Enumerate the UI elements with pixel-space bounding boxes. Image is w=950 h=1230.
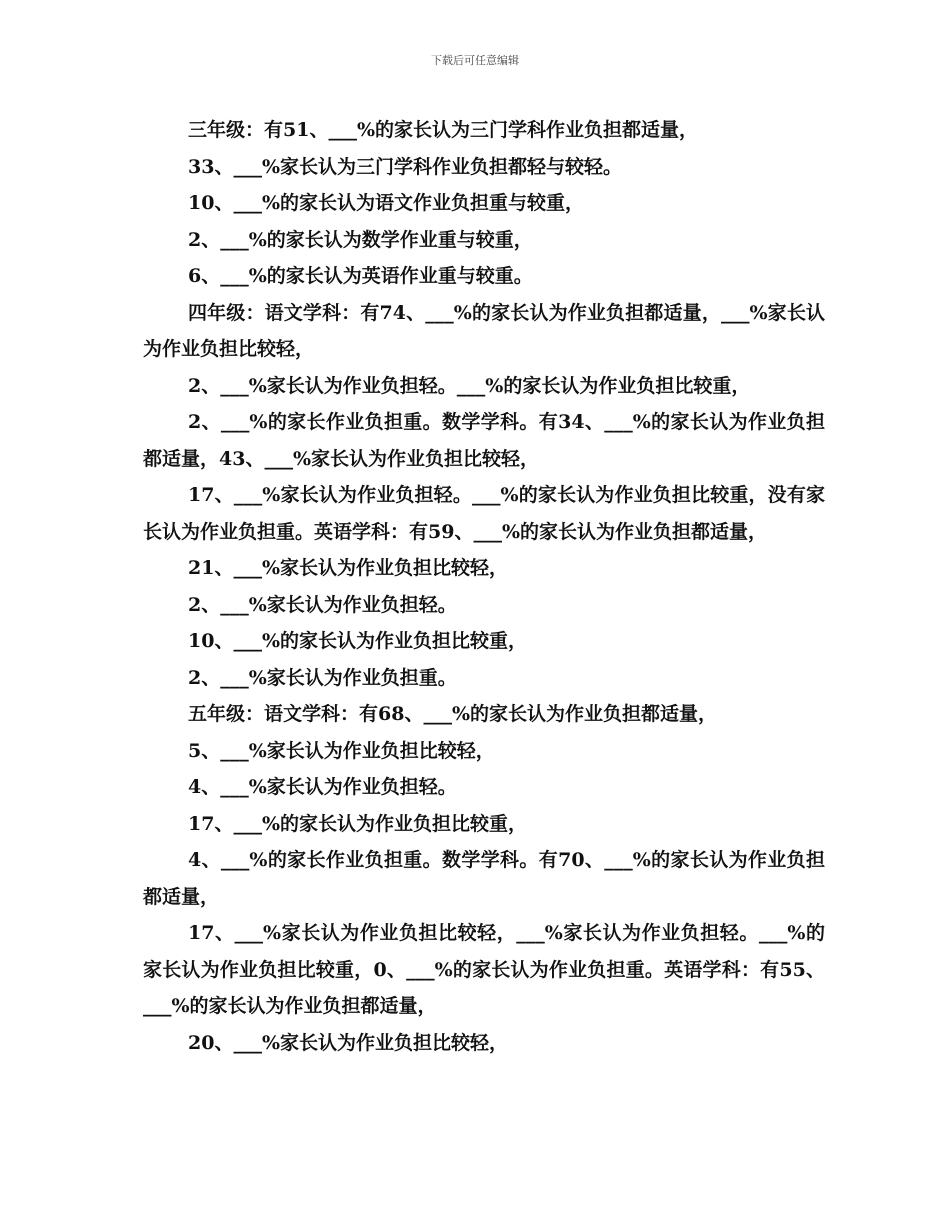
paragraph: 四年级：语文学科：有74、___%的家长认为作业负担都适量，___%家长认为作业负担比较轻，: [143, 301, 825, 360]
document-body: [143, 112, 825, 1061]
paragraph: 五年级：语文学科：有68、___%的家长认为作业负担都适量，: [188, 703, 717, 725]
paragraph: 三年级：有51、___%的家长认为三门学科作业负担都适量，: [188, 119, 698, 141]
paragraph: 17、___%的家长认为作业负担比较重，: [188, 812, 527, 835]
paragraph: 4、___%家长认为作业负担轻。: [188, 776, 457, 798]
paragraph: 2、___%的家长认为数学作业重与较重，: [188, 228, 533, 251]
paragraph: 6、___%的家长认为英语作业重与较重。: [188, 265, 533, 287]
paragraph: 2、___%家长认为作业负担重。: [188, 666, 457, 689]
paragraph: 10、___%的家长认为语文作业负担重与较重，: [188, 192, 584, 214]
paragraph: 2、___%家长认为作业负担轻。: [188, 593, 457, 616]
paragraph: 2、___%家长认为作业负担轻。___%的家长认为作业负担比较重，: [188, 374, 751, 397]
paragraph: 2、___%的家长作业负担重。数学学科。有34、___%的家长认为作业负担都适量，43、___%家长认为作业负担比较轻，: [143, 411, 825, 470]
paragraph: 10、___%的家长认为作业负担比较重，: [188, 630, 527, 652]
paragraph: 17、___%家长认为作业负担比较轻，___%家长认为作业负担轻。___%的家长认为作业负担比较重，0、___%的家长认为作业负担重。英语学科：有55、___%的家长认为作业负担都适量，: [143, 922, 825, 1017]
paragraph: 5、___%家长认为作业负担比较轻，: [188, 739, 495, 762]
paragraph: 20、___%家长认为作业负担比较轻，: [188, 1031, 508, 1054]
paragraph: 33、___%家长认为三门学科作业负担都轻与较轻。: [188, 155, 622, 178]
page-header: 下载后可任意编辑: [431, 54, 519, 67]
paragraph: 17、___%家长认为作业负担轻。___%的家长认为作业负担比较重，没有家长认为作业负担重。英语学科：有59、___%的家长认为作业负担都适量，: [143, 484, 825, 543]
paragraph: 21、___%家长认为作业负担比较轻，: [188, 557, 508, 579]
paragraph: 4、___%的家长作业负担重。数学学科。有70、___%的家长认为作业负担都适量，: [143, 849, 825, 908]
